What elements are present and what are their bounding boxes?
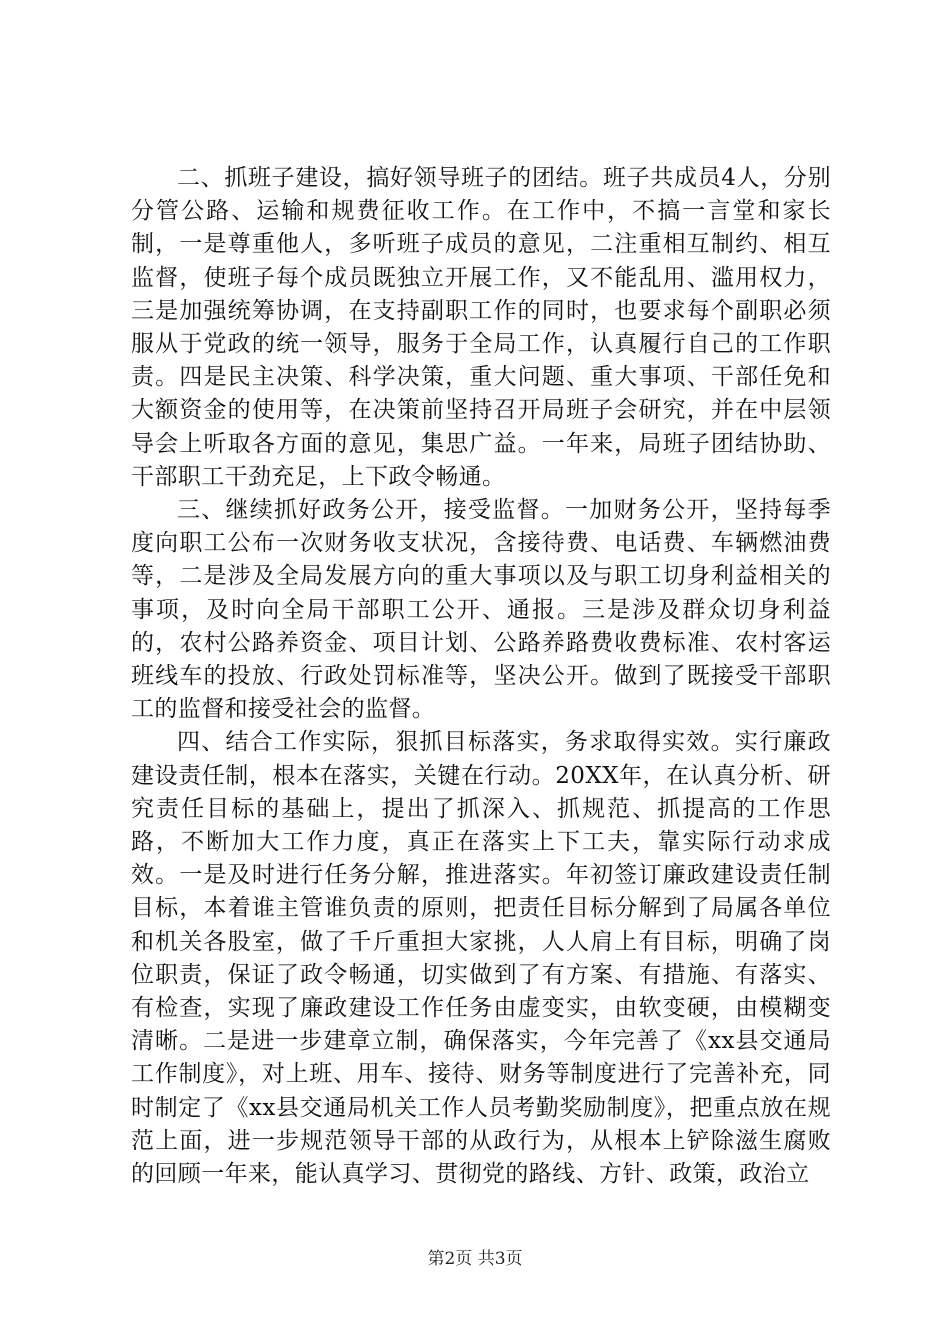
page-footer bbox=[0, 1248, 950, 1270]
paragraph-3: 三、继续抓好政务公开，接受监督。一加财务公开，坚持每季度向职工公布一次财务收支状况，含接待费、电话费、车辆燃油费等，二是涉及全局发展方向的重大事项以及与职工切身利益相关的事项，及时向全局干部职工公开、通报。三是涉及群众切身利益的，农村公路养资金、项目计划、公路养路费收费标准、农村客运班线车的投放、行政处罚标准等，坚决公开。做到了既接受干部职工的监督和接受社会的监督。 bbox=[131, 497, 831, 723]
page-number: 第2页 共3页 bbox=[427, 1249, 523, 1269]
document-body bbox=[131, 162, 831, 1191]
paragraph-2: 二、抓班子建设，搞好领导班子的团结。班子共成员4人，分别分管公路、运输和规费征收工作。在工作中，不搞一言堂和家长制，一是尊重他人，多听班子成员的意见，二注重相互制约、相互监督，使班子每个成员既独立开展工作，又不能乱用、滥用权力，三是加强统筹协调，在支持副职工作的同时，也要求每个副职必须服从于党政的统一领导，服务于全局工作，认真履行自己的工作职责。四是民主决策、科学决策，重大问题、重大事项、干部任免和大额资金的使用等，在决策前坚持召开局班子会研究，并在中层领导会上听取各方面的意见，集思广益。一年来，局班子团结协助、干部职工干劲充足，上下政令畅通。 bbox=[131, 165, 831, 490]
paragraph-4: 四、结合工作实际，狠抓目标落实，务求取得实效。实行廉政建设责任制，根本在落实，关键在行动。20XX年，在认真分析、研究责任目标的基础上，提出了抓深入、抓规范、抓提高的工作思路，不断加大工作力度，真正在落实上下工夫，靠实际行动求成效。一是及时进行任务分解，推进落实。年初签订廉政建设责任制目标，本着谁主管谁负责的原则，把责任目标分解到了局属各单位和机关各股室，做了千斤重担大家挑，人人肩上有目标，明确了岗位职责，保证了政令畅通，切实做到了有方案、有措施、有落实、有检查，实现了廉政建设工作任务由虚变实，由软变硬，由模糊变清晰。二是进一步建章立制，确保落实，今年完善了《xx县交通局工作制度》，对上班、用车、接待、财务等制度进行了完善补充，同时制定了《xx县交通局机关工作人员考勤奖励制度》，把重点放在规范上面，进一步规范领导干部的从政行为，从根本上铲除滋生腐败的回顾一年来，能认真学习、贯彻党的路线、方针、政策，政治立 bbox=[131, 729, 831, 1188]
